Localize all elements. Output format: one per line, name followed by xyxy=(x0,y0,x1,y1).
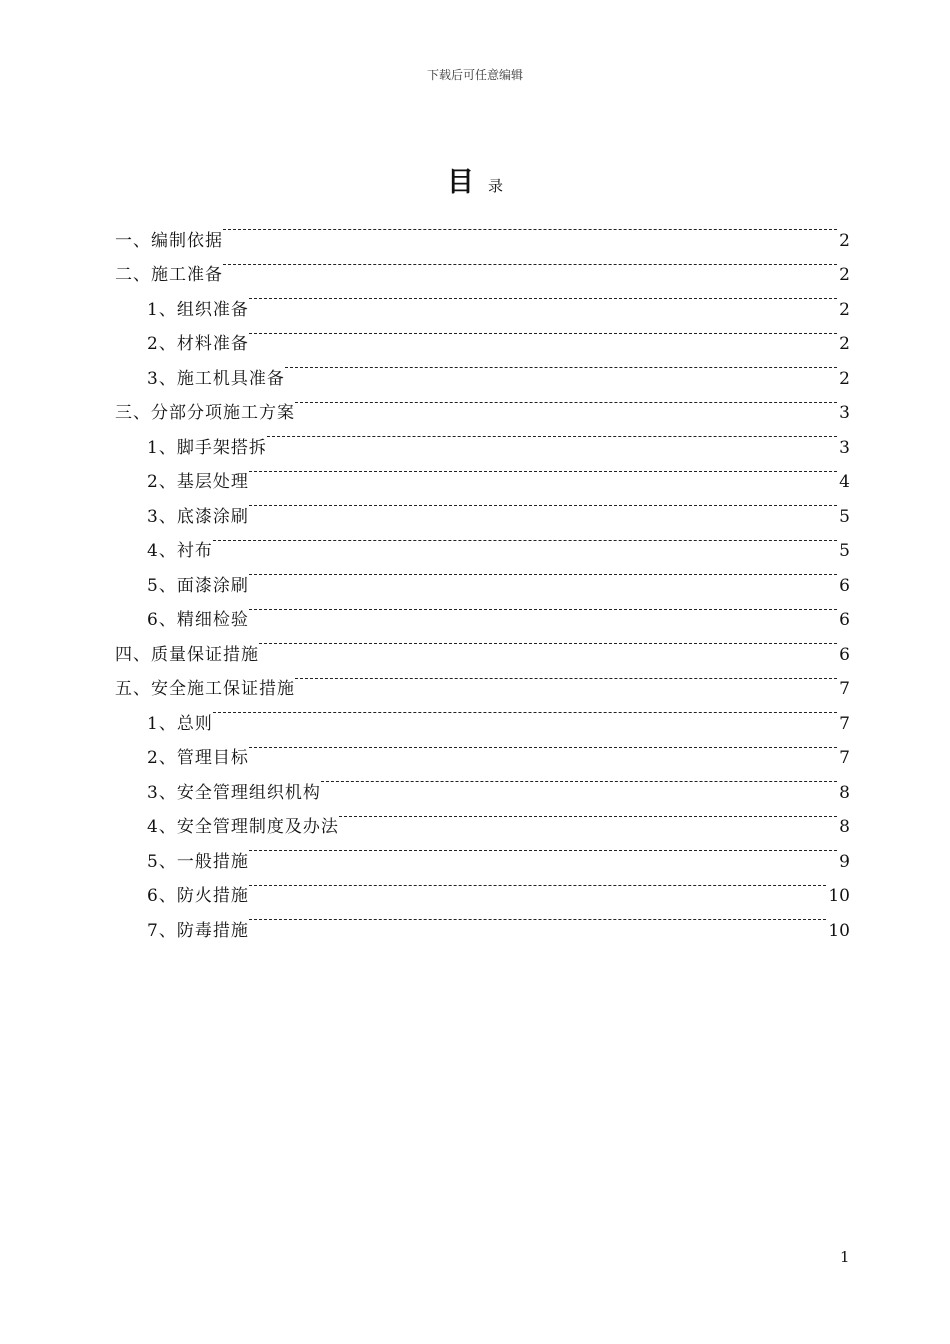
toc-leader-dashes xyxy=(223,246,837,281)
toc-entry-page: 7 xyxy=(839,748,850,768)
toc-leader-dashes xyxy=(249,280,837,315)
toc-entry-label: 3、施工机具准备 xyxy=(147,368,285,389)
toc-entry-label: 2、基层处理 xyxy=(147,472,249,492)
toc-entry-page: 2 xyxy=(839,265,850,285)
toc-entry-label: 7、防毒措施 xyxy=(147,920,249,941)
toc-leader-dashes xyxy=(249,901,827,936)
title-secondary: 录 xyxy=(487,177,503,195)
toc-leader-dashes xyxy=(223,211,837,246)
toc-entry-page: 5 xyxy=(839,506,850,527)
table-of-contents xyxy=(115,211,850,941)
toc-entry-page: 8 xyxy=(839,817,850,837)
toc-leader-dashes xyxy=(339,798,837,833)
toc-entry-label: 3、安全管理组织机构 xyxy=(147,782,321,803)
toc-leader-dashes xyxy=(295,660,837,695)
toc-entry-label: 4、衬布 xyxy=(147,541,213,561)
toc-entry-label: 二、施工准备 xyxy=(115,265,223,285)
toc-entry-label: 2、材料准备 xyxy=(147,334,249,354)
toc-entry-page: 2 xyxy=(839,334,850,354)
toc-entry-label: 3、底漆涂刷 xyxy=(147,506,249,527)
toc-entry-page: 5 xyxy=(839,541,850,561)
toc-leader-dashes xyxy=(285,349,837,384)
toc-entry-page: 2 xyxy=(839,230,850,251)
toc-leader-dashes xyxy=(249,453,837,488)
page-number: 1 xyxy=(840,1248,850,1266)
toc-leader-dashes xyxy=(249,867,827,902)
toc-leader-dashes xyxy=(213,522,837,557)
toc-leader-dashes xyxy=(267,418,837,453)
toc-entry-page: 7 xyxy=(839,679,850,699)
toc-entry-label: 1、总则 xyxy=(147,713,213,734)
toc-entry-label: 一、编制依据 xyxy=(115,230,223,251)
toc-entry-label: 6、精细检验 xyxy=(147,610,249,630)
toc-entry-label: 5、一般措施 xyxy=(147,851,249,872)
toc-entry-label: 2、管理目标 xyxy=(147,748,249,768)
toc-entry-page: 4 xyxy=(839,472,850,492)
toc-leader-dashes xyxy=(249,832,837,867)
toc-entry-label: 五、安全施工保证措施 xyxy=(115,679,295,699)
toc-leader-dashes xyxy=(213,694,837,729)
toc-entry-page: 10 xyxy=(828,920,850,941)
toc-entry-page: 3 xyxy=(839,437,850,458)
header-note: 下载后可任意编辑 xyxy=(426,68,523,82)
toc-entry-label: 四、质量保证措施 xyxy=(115,644,259,665)
toc-entry[interactable] xyxy=(115,556,850,596)
toc-entry[interactable] xyxy=(115,246,850,285)
toc-entry-page: 6 xyxy=(839,644,850,665)
toc-leader-dashes xyxy=(249,729,837,764)
toc-entry-label: 1、脚手架搭拆 xyxy=(147,437,267,458)
toc-entry[interactable] xyxy=(115,211,850,251)
toc-leader-dashes xyxy=(321,763,837,798)
toc-entry-page: 7 xyxy=(839,713,850,734)
toc-entry-label: 4、安全管理制度及办法 xyxy=(147,817,339,837)
toc-leader-dashes xyxy=(259,625,837,660)
title-main: 目 xyxy=(446,167,474,198)
toc-leader-dashes xyxy=(249,487,837,522)
toc-entry-page: 6 xyxy=(839,610,850,630)
toc-entry-page: 3 xyxy=(839,403,850,423)
page-title xyxy=(0,160,950,199)
toc-leader-dashes xyxy=(249,556,837,591)
toc-entry-page: 9 xyxy=(839,851,850,872)
toc-entry-label: 5、面漆涂刷 xyxy=(147,575,249,596)
toc-entry-page: 6 xyxy=(839,575,850,596)
toc-entry-page: 2 xyxy=(839,368,850,389)
toc-entry[interactable] xyxy=(115,280,850,320)
toc-entry-page: 8 xyxy=(839,782,850,803)
toc-entry-label: 1、组织准备 xyxy=(147,299,249,320)
toc-entry-label: 6、防火措施 xyxy=(147,886,249,906)
toc-leader-dashes xyxy=(295,384,837,419)
toc-leader-dashes xyxy=(249,591,837,626)
toc-entry[interactable] xyxy=(115,729,850,768)
toc-leader-dashes xyxy=(249,315,837,350)
toc-entry[interactable] xyxy=(115,694,850,734)
toc-entry-page: 10 xyxy=(828,886,850,906)
toc-entry-label: 三、分部分项施工方案 xyxy=(115,403,295,423)
toc-entry-page: 2 xyxy=(839,299,850,320)
toc-entry[interactable] xyxy=(115,522,850,561)
